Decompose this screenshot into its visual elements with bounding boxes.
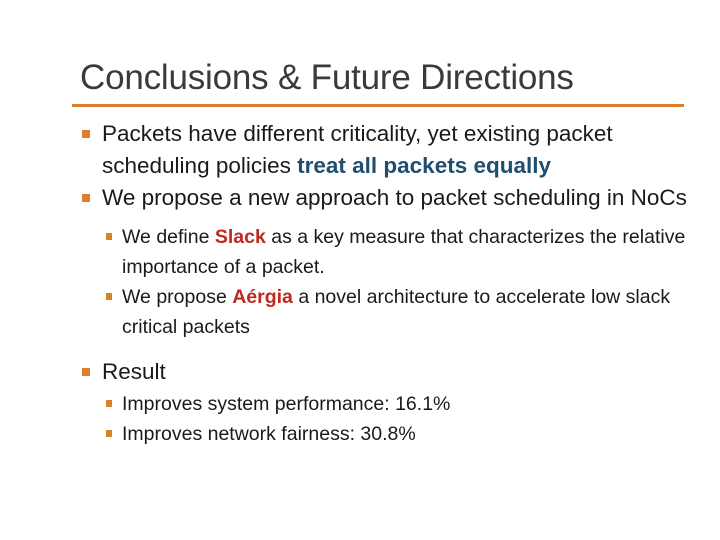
square-bullet-icon (106, 233, 112, 240)
slide-title: Conclusions & Future Directions (80, 58, 574, 97)
highlight-text: Slack (214, 226, 266, 248)
square-bullet-icon (82, 130, 90, 138)
subbullet-text: We define (122, 226, 215, 248)
square-bullet-icon (82, 368, 90, 376)
subbullet-text: a novel architecture to accelerate low slack critical packets (122, 286, 671, 338)
highlight-text: treat all packets equally (297, 153, 551, 178)
bullet-text: Packets have different criticality, yet existing packet scheduling policies (102, 121, 613, 178)
subbullet-text: as a key measure that characterizes the relative importance of a packet. (122, 226, 686, 278)
subbullet-text: We propose (122, 286, 233, 308)
subbullet-item-performance (80, 389, 690, 419)
subbullet-text: Improves network fairness: 30.8% (122, 423, 416, 445)
highlight-text: Aérgia (232, 286, 293, 308)
square-bullet-icon (106, 400, 112, 407)
square-bullet-icon (82, 194, 90, 202)
bullet-text: We propose a new approach to packet scheduling in NoCs (102, 185, 687, 210)
subbullet-text: Improves system performance: 16.1% (122, 393, 451, 415)
title-underline (72, 104, 684, 107)
bullet-text: Result (102, 359, 166, 384)
square-bullet-icon (106, 293, 112, 300)
bullet-item-new-approach (80, 182, 690, 214)
slide-body (80, 118, 690, 449)
subbullet-item-fairness (80, 419, 690, 449)
bullet-item-result (80, 356, 690, 388)
subbullet-item-slack (80, 222, 690, 282)
bullet-item-criticality (80, 118, 690, 182)
square-bullet-icon (106, 430, 112, 437)
subbullet-item-aergia (80, 282, 690, 342)
